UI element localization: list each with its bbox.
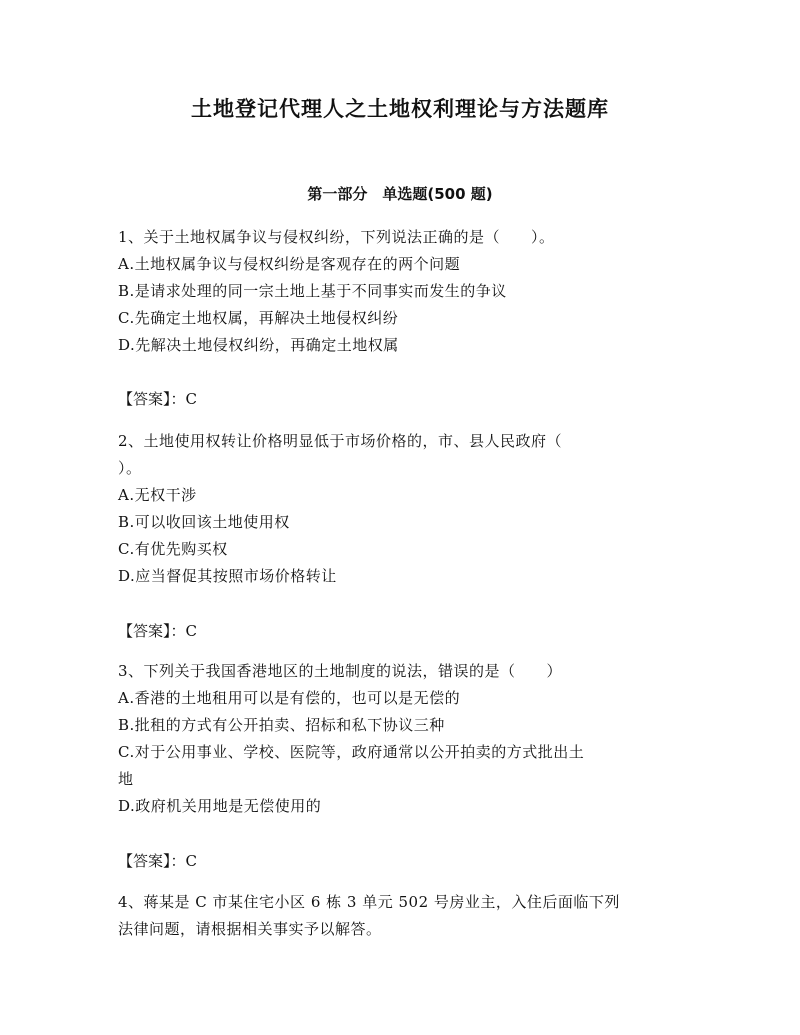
- document-title: 土地登记代理人之土地权利理论与方法题库: [191, 96, 609, 121]
- question-1-option-b: B.是请求处理的同一宗土地上基于不同事实而发生的争议: [118, 282, 507, 300]
- question-2-answer: 【答案】：C: [118, 622, 197, 640]
- question-3-option-b: B.批租的方式有公开拍卖、招标和私下协议三种: [118, 716, 445, 734]
- question-1-option-c: C.先确定土地权属，再解决土地侵权纠纷: [118, 309, 399, 327]
- question-2-option-b: B.可以收回该土地使用权: [118, 513, 290, 531]
- question-3-option-a: A.香港的土地租用可以是有偿的，也可以是无偿的: [118, 689, 461, 707]
- question-1-option-d: D.先解决土地侵权纠纷，再确定土地权属: [118, 336, 399, 354]
- question-4-stem-line-2: 法律问题，请根据相关事实予以解答。: [118, 920, 382, 938]
- question-1-option-a: A.土地权属争议与侵权纠纷是客观存在的两个问题: [118, 255, 461, 273]
- question-4-stem-line-1: 4、蒋某是 C 市某住宅小区 6 栋 3 单元 502 号房业主，入住后面临下列: [118, 893, 620, 911]
- question-1-stem: 1、关于土地权属争议与侵权纠纷，下列说法正确的是（ ）。: [118, 228, 555, 246]
- question-3-stem: 3、下列关于我国香港地区的土地制度的说法，错误的是（ ）: [118, 662, 563, 680]
- question-3-option-d: D.政府机关用地是无偿使用的: [118, 797, 322, 815]
- question-3-answer: 【答案】：C: [118, 852, 197, 870]
- section-title: 第一部分 单选题(500 题): [307, 185, 493, 203]
- question-1-answer: 【答案】：C: [118, 390, 197, 408]
- question-2-stem-line-1: 2、土地使用权转让价格明显低于市场价格的，市、县人民政府（: [118, 432, 563, 450]
- question-2-stem-line-2: ）。: [118, 459, 142, 477]
- question-3-option-c-line-2: 地: [118, 770, 134, 788]
- question-2-option-c: C.有优先购买权: [118, 540, 228, 558]
- question-2-option-a: A.无权干涉: [118, 486, 197, 504]
- question-2-option-d: D.应当督促其按照市场价格转让: [118, 567, 337, 585]
- question-3-option-c-line-1: C.对于公用事业、学校、医院等，政府通常以公开拍卖的方式批出土: [118, 743, 585, 761]
